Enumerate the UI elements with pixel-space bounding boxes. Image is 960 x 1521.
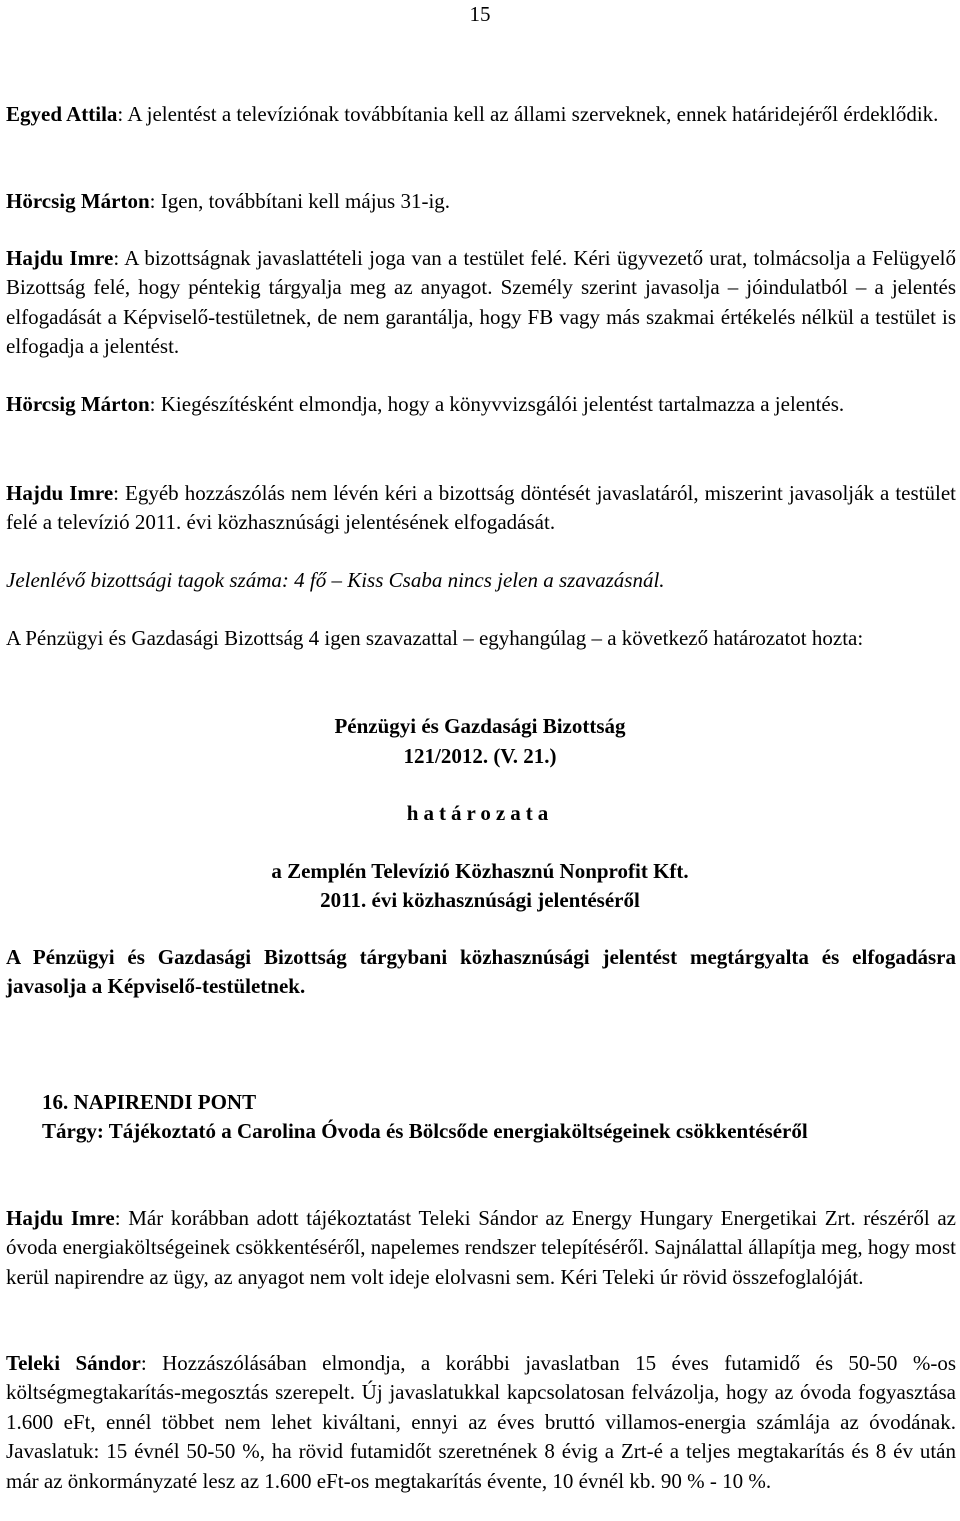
paragraph-horcsig-marton-2 xyxy=(6,390,956,419)
paragraph-teleki-sandor xyxy=(6,1349,956,1496)
paragraph-egyed-attila xyxy=(6,100,956,129)
speaker-name: Hajdu Imre xyxy=(6,1206,115,1230)
paragraph-hajdu-imre-3 xyxy=(6,1204,956,1292)
speaker-name: Hajdu Imre xyxy=(6,481,114,505)
paragraph-hajdu-imre-1 xyxy=(6,244,956,362)
resolution-heading: határozata xyxy=(406,801,554,825)
paragraph-text: : Kiegészítésként elmondja, hogy a könyvvizsgálói jelentést tartalmazza a jelentés. xyxy=(149,392,845,416)
resolution-subject-line-2: 2011. évi közhasznúsági jelentéséről xyxy=(320,888,640,912)
resolution-text: A Pénzügyi és Gazdasági Bizottság tárgybani közhasznúsági jelentést megtárgyalta és elfogadásra javasolja a Képviselő-testületnek. xyxy=(6,945,956,999)
page-number: 15 xyxy=(469,2,491,26)
paragraph-text: : Már korábban adott tájékoztatást Teleki Sándor az Energy Hungary Energetikai Zrt. részéről az óvoda energiaköltségeinek csökkentéséről, napelemes rendszer telepítéséről. Sajnálattal állapítja meg, hogy most kerül napirendre az ügy, az anyagot nem volt ideje elolvasni sem. Kéri Teleki úr rövid összefoglalóját. xyxy=(6,1206,956,1289)
resolution-subject-line-1: a Zemplén Televízió Közhasznú Nonprofit Kft. xyxy=(271,859,689,883)
resolution-number: 121/2012. (V. 21.) xyxy=(403,744,557,768)
paragraph-text: : Hozzászólásában elmondja, a korábbi javaslatban 15 éves futamidő és 50-50 %-os költségmegtakarítás-megosztás szerepelt. Új javaslatukkal kapcsolatosan felvázolja, hogy az óvoda fogyasztása 1.600 eFt, ennél többet nem lehet kiváltani, ennyi az éves bruttó villamos-energia számlája az óvodának. Javaslatuk: 15 évnél 50-50 %, ha rövid futamidőt szeretnének 8 évig a Zrt-é a teljes megtakarítás és 8 év után már az önkormányzaté lesz az 1.600 eFt-os megtakarítás évente, 10 évnél kb. 90 % - 10 %. xyxy=(6,1351,956,1493)
vote-statement: A Pénzügyi és Gazdasági Bizottság 4 igen szavazattal – egyhangúlag – a következő határozatot hozta: xyxy=(6,626,864,650)
agenda-subject: Tárgy: Tájékoztató a Carolina Óvoda és Bölcsőde energiaköltségeinek csökkentéséről xyxy=(42,1119,808,1143)
paragraph-text: : Igen, továbbítani kell május 31-ig. xyxy=(149,189,451,213)
attendance-note: Jelenlévő bizottsági tagok száma: 4 fő – Kiss Csaba nincs jelen a szavazásnál. xyxy=(6,568,665,592)
speaker-name: Hajdu Imre xyxy=(6,246,114,270)
paragraph-text: : A bizottságnak javaslattételi joga van a testület felé. Kéri ügyvezető urat, tolmácsolja a Felügyelő Bizottság felé, hogy péntekig tárgyalja meg az anyagot. Személy szerint javasolja – jóindulatból – a jelentés elfogadását a Képviselő-testületnek, de nem garantálja, hogy FB vagy más szakmai értékelés nélkül a testület is elfogadja a jelentést. xyxy=(6,246,956,359)
resolution-body: Pénzügyi és Gazdasági Bizottság xyxy=(334,714,626,738)
speaker-name: Hörcsig Márton xyxy=(6,392,150,416)
speaker-name: Egyed Attila xyxy=(6,102,118,126)
paragraph-horcsig-marton-1 xyxy=(6,187,956,216)
speaker-name: Hörcsig Márton xyxy=(6,189,150,213)
paragraph-hajdu-imre-2 xyxy=(6,479,956,538)
paragraph-text: : Egyéb hozzászólás nem lévén kéri a bizottság döntését javaslatáról, miszerint javasolják a testület felé a televízió 2011. évi közhasznúsági jelentésének elfogadását. xyxy=(6,481,956,535)
paragraph-text: : A jelentést a televíziónak továbbítania kell az állami szerveknek, ennek határidejéről érdeklődik. xyxy=(117,102,939,126)
agenda-title: 16. NAPIRENDI PONT xyxy=(42,1090,257,1114)
speaker-name: Teleki Sándor xyxy=(6,1351,141,1375)
